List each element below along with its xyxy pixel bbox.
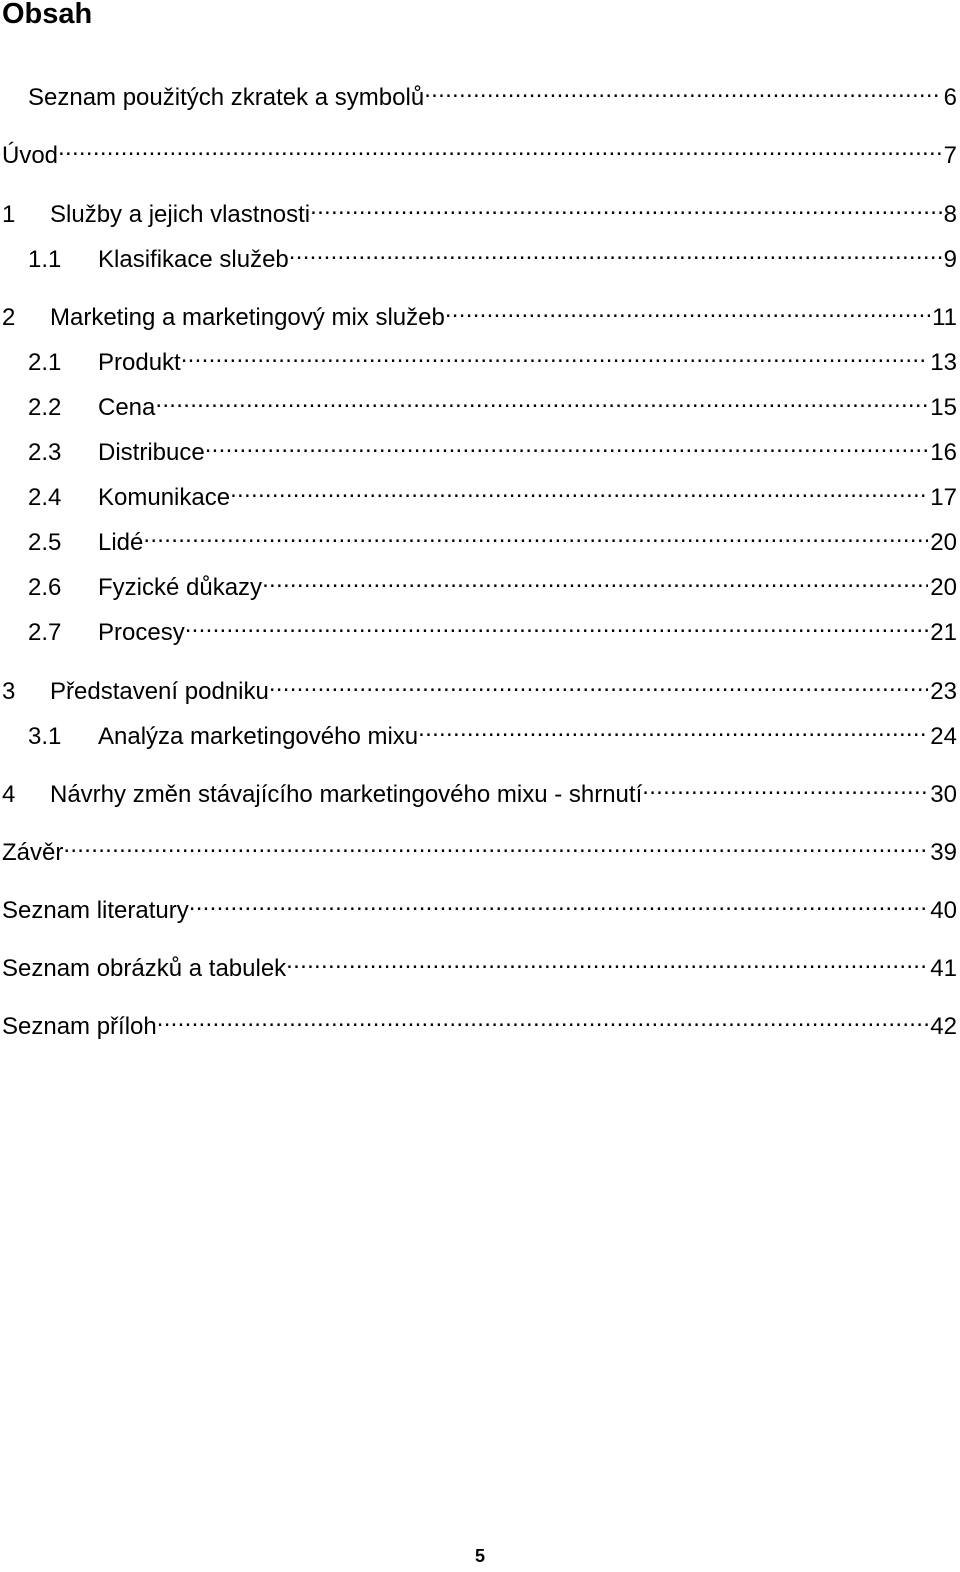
toc-entry-page: 13 <box>930 349 957 376</box>
dot-leader <box>58 133 942 163</box>
toc-entry-label: Závěr <box>2 839 64 866</box>
dot-leader <box>424 75 941 105</box>
toc-entry-page: 42 <box>930 1013 957 1040</box>
toc-entry-list-of-abbreviations[interactable] <box>28 75 957 111</box>
toc-entry-page: 7 <box>943 142 957 169</box>
toc-entry-page: 21 <box>930 619 957 646</box>
toc-entry-number: 4 <box>2 781 16 808</box>
toc-entry-label: Návrhy změn stávajícího marketingového mixu - shrnutí <box>50 781 643 808</box>
toc-entry-label: Lidé <box>98 529 144 556</box>
toc-entry-label: Marketing a marketingový mix služeb <box>50 304 445 331</box>
toc-entry-page: 15 <box>930 394 957 421</box>
toc-entry-number: 3.1 <box>28 723 62 750</box>
toc-entry-section-2-2[interactable] <box>28 385 957 421</box>
toc-entry-page: 24 <box>930 723 957 750</box>
toc-entry-appendices[interactable] <box>2 1004 957 1040</box>
toc-entry-section-2-1[interactable] <box>28 340 957 376</box>
page-number: 5 <box>474 1546 485 1566</box>
toc-entry-label: Produkt <box>98 349 181 376</box>
dot-leader <box>189 888 929 918</box>
toc-entry-section-2-6[interactable] <box>28 565 957 601</box>
toc-entry-section-2-4[interactable] <box>28 475 957 511</box>
toc-entry-list-of-figures[interactable] <box>2 946 957 982</box>
toc-entry-page: 40 <box>930 897 957 924</box>
toc-entry-number: 2.5 <box>28 529 62 556</box>
toc-entry-conclusion[interactable] <box>2 830 957 866</box>
toc-entry-label: Seznam použitých zkratek a symbolů <box>28 84 425 111</box>
toc-entry-number: 1 <box>2 201 16 228</box>
toc-entry-label: Klasifikace služeb <box>98 246 289 273</box>
dot-leader <box>262 565 928 595</box>
toc-entry-bibliography[interactable] <box>2 888 957 924</box>
toc-entry-page: 23 <box>930 678 957 705</box>
toc-entry-chapter-3[interactable] <box>2 669 957 705</box>
dot-leader <box>63 830 928 860</box>
toc-entry-section-2-3[interactable] <box>28 430 957 466</box>
toc-entry-number: 3 <box>2 678 16 705</box>
toc-entry-page: 39 <box>930 839 957 866</box>
toc-entry-label: Seznam příloh <box>2 1013 157 1040</box>
toc-entry-page: 30 <box>930 781 957 808</box>
dot-leader <box>230 475 928 505</box>
dot-leader <box>642 772 928 802</box>
toc-entry-section-2-5[interactable] <box>28 520 957 556</box>
toc-entry-page: 9 <box>943 246 957 273</box>
dot-leader <box>286 946 928 976</box>
toc-entry-label: Úvod <box>2 142 59 169</box>
dot-leader <box>310 192 942 222</box>
toc-entry-number: 2.4 <box>28 484 62 511</box>
toc-entry-label: Služby a jejich vlastnosti <box>50 201 311 228</box>
toc-entry-chapter-2[interactable] <box>2 295 957 331</box>
toc-entry-number: 1.1 <box>28 246 62 273</box>
dot-leader <box>269 669 928 699</box>
toc-entry-page: 11 <box>932 304 957 331</box>
toc-entry-label: Cena <box>98 394 156 421</box>
toc-entry-section-3-1[interactable] <box>28 714 957 750</box>
page-title: Obsah <box>2 0 93 30</box>
dot-leader <box>185 610 929 640</box>
toc-entry-page: 20 <box>930 574 957 601</box>
toc-entry-number: 2.6 <box>28 574 62 601</box>
dot-leader <box>418 714 928 744</box>
toc-entry-page: 6 <box>943 84 957 111</box>
toc-entry-label: Distribuce <box>98 439 205 466</box>
toc-entry-label: Procesy <box>98 619 185 646</box>
toc-entry-label: Fyzické důkazy <box>98 574 263 601</box>
toc-entry-label: Komunikace <box>98 484 231 511</box>
dot-leader <box>181 340 929 370</box>
dot-leader <box>205 430 929 460</box>
toc-entry-page: 20 <box>930 529 957 556</box>
toc-entry-page: 41 <box>930 955 957 982</box>
toc-entry-page: 8 <box>943 201 957 228</box>
toc-entry-page: 16 <box>930 439 957 466</box>
dot-leader <box>445 295 930 325</box>
toc-entry-chapter-1[interactable] <box>2 192 957 228</box>
toc-entry-introduction[interactable] <box>2 133 957 169</box>
toc-entry-label: Představení podniku <box>50 678 269 705</box>
dot-leader <box>289 237 942 267</box>
toc-entry-label: Seznam obrázků a tabulek <box>2 955 287 982</box>
toc-entry-number: 2.3 <box>28 439 62 466</box>
toc-entry-chapter-4[interactable] <box>2 772 957 808</box>
dot-leader <box>155 385 928 415</box>
toc-entry-number: 2.1 <box>28 349 62 376</box>
toc-entry-section-1-1[interactable] <box>28 237 957 273</box>
toc-entry-page: 17 <box>930 484 957 511</box>
toc-entry-number: 2 <box>2 304 16 331</box>
toc-entry-label: Seznam literatury <box>2 897 189 924</box>
dot-leader <box>143 520 928 550</box>
toc-entry-number: 2.2 <box>28 394 62 421</box>
toc-entry-section-2-7[interactable] <box>28 610 957 646</box>
toc-entry-label: Analýza marketingového mixu <box>98 723 419 750</box>
dot-leader <box>157 1004 929 1034</box>
toc-entry-number: 2.7 <box>28 619 62 646</box>
